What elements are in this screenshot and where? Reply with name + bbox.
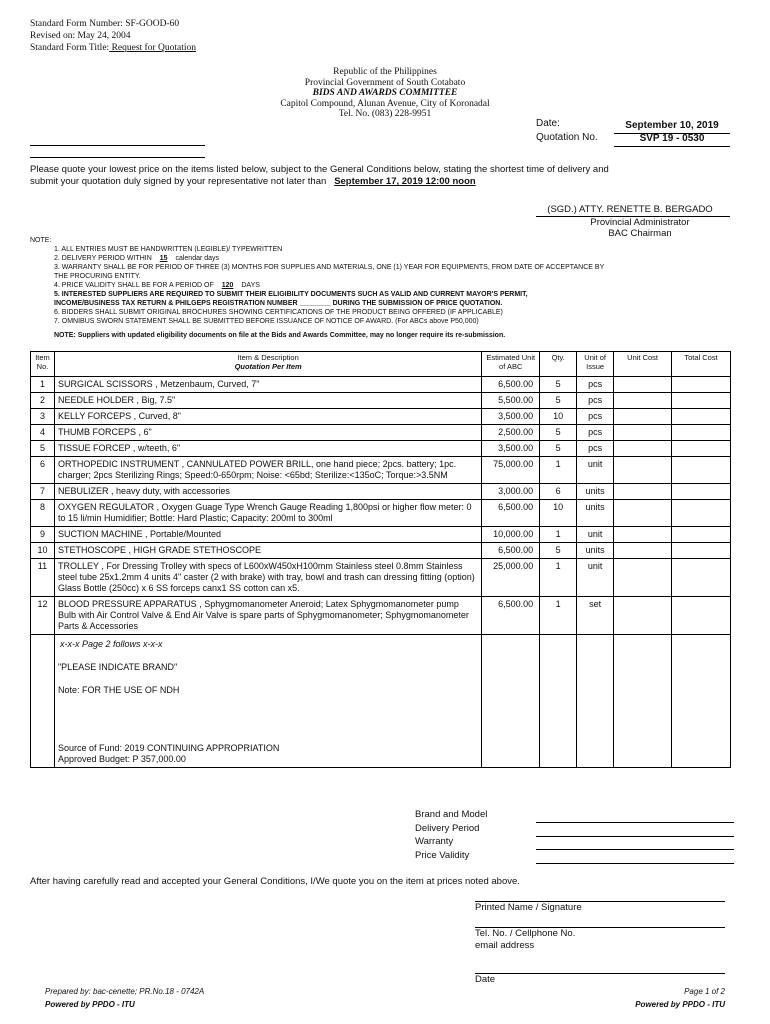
header-unit-cost: Unit Cost: [614, 352, 672, 377]
field-brand-line[interactable]: [536, 822, 734, 823]
item-number: 10: [31, 543, 55, 559]
item-unit-cost[interactable]: [614, 484, 672, 500]
item-total-cost[interactable]: [672, 393, 731, 409]
blank-line-2: [30, 157, 205, 158]
item-quantity: 10: [540, 500, 577, 527]
note-7: 7. OMNIBUS SWORN STATEMENT SHALL BE SUBMITTED BEFORE ISSUANCE OF NOTICE OF AWARD. (For ABCs above P50,000): [54, 318, 479, 325]
agency-country: Republic of the Philippines: [333, 67, 437, 77]
item-unit: unit: [577, 457, 614, 484]
table-row: [31, 543, 731, 559]
item-number: 6: [31, 457, 55, 484]
remarks-cell: [54, 635, 481, 768]
date-line[interactable]: [475, 973, 725, 974]
field-validity: Price Validity: [415, 849, 470, 861]
page-number: Page 1 of 2: [684, 987, 725, 996]
tel-label: Tel. No. / Cellphone No.: [475, 928, 576, 939]
form-header: [30, 18, 196, 54]
table-row: [31, 484, 731, 500]
form-number: Standard Form Number: SF-GOOD-60: [30, 19, 180, 29]
item-estimated-cost: 25,000.00: [482, 559, 540, 597]
item-unit: pcs: [577, 409, 614, 425]
item-number: 2: [31, 393, 55, 409]
item-quantity: 1: [540, 527, 577, 543]
item-description: SURGICAL SCISSORS , Metzenbaum, Curved, 7": [54, 377, 481, 393]
item-quantity: 5: [540, 441, 577, 457]
signatory-role: BAC Chairman: [608, 228, 672, 239]
table-row: [31, 441, 731, 457]
item-estimated-cost: 6,500.00: [482, 543, 540, 559]
header-estimated: Estimated Unit of ABC: [482, 352, 540, 377]
item-estimated-cost: 3,500.00: [482, 409, 540, 425]
remark-note: Note: FOR THE USE OF NDH: [57, 685, 180, 695]
note-5a: 5. INTERESTED SUPPLIERS ARE REQUIRED TO SUBMIT THEIR ELIGIBILITY DOCUMENTS SUCH AS VALID AND CURRENT MAYOR'S PERMIT,: [54, 291, 528, 298]
item-unit-cost[interactable]: [614, 409, 672, 425]
remark-follows: x-x-x Page 2 follows x-x-x: [59, 639, 163, 649]
date-value: September 10, 2019: [625, 120, 719, 131]
item-estimated-cost: 10,000.00: [482, 527, 540, 543]
contact-labels: [475, 928, 575, 951]
item-estimated-cost: 3,000.00: [482, 484, 540, 500]
item-description: TISSUE FORCEP , w/teeth, 6": [54, 441, 481, 457]
item-estimated-cost: 3,500.00: [482, 441, 540, 457]
form-revised: Revised on: May 24, 2004: [30, 31, 131, 41]
item-quantity: 10: [540, 409, 577, 425]
item-unit-cost[interactable]: [614, 543, 672, 559]
item-quantity: 5: [540, 377, 577, 393]
quotation-underline: [614, 146, 730, 147]
field-warranty: Warranty: [415, 836, 454, 847]
item-description: THUMB FORCEPS , 6": [54, 425, 481, 441]
signatory-name: (SGD.) ATTY. RENETTE B. BERGADO: [547, 204, 713, 215]
table-row: [31, 377, 731, 393]
item-description: ORTHOPEDIC INSTRUMENT , CANNULATED POWER BRILL, one hand piece; 2pcs. battery; 1pc. charger; 2pcs Sterilizing Rings; Speed:0-650rpm; Noise: <65bd; Sterilize:<135oC; Torque:>3.5NM: [54, 457, 481, 484]
item-quantity: 1: [540, 457, 577, 484]
item-unit-cost[interactable]: [614, 377, 672, 393]
item-description: NEBULIZER , heavy duty, with accessories: [54, 484, 481, 500]
item-number: 8: [31, 500, 55, 527]
item-total-cost[interactable]: [672, 484, 731, 500]
item-estimated-cost: 5,500.00: [482, 393, 540, 409]
note-4: 4. PRICE VALIDITY SHALL BE FOR A PERIOD OF 120 DAYS: [54, 282, 260, 289]
item-unit: pcs: [577, 425, 614, 441]
item-unit-cost[interactable]: [614, 500, 672, 527]
printed-name-label: Printed Name / Signature: [475, 902, 582, 913]
item-number: 4: [31, 425, 55, 441]
item-unit: pcs: [577, 393, 614, 409]
note-eligibility: NOTE: Suppliers with updated eligibility documents on file at the Bids and Awards Committee, may no longer require its re-submission.: [54, 332, 506, 339]
date-field-label: Date: [475, 974, 496, 985]
header-qty: Qty.: [540, 352, 577, 377]
item-total-cost[interactable]: [672, 597, 731, 635]
item-unit: pcs: [577, 441, 614, 457]
item-estimated-cost: 6,500.00: [482, 377, 540, 393]
field-delivery: Delivery Period: [415, 822, 480, 834]
table-row: [31, 597, 731, 635]
item-description: KELLY FORCEPS , Curved, 8": [54, 409, 481, 425]
item-number: 7: [31, 484, 55, 500]
field-warranty-line[interactable]: [536, 849, 734, 850]
note-6: 6. BIDDERS SHALL SUBMIT ORIGINAL BROCHURES SHOWING CERTIFICATIONS OF THE PRODUCT BEING OFFERED (IF APPLICABLE): [54, 309, 503, 316]
note-2: 2. DELIVERY PERIOD WITHIN 15 calendar days: [54, 255, 220, 262]
item-number: 9: [31, 527, 55, 543]
table-row: [31, 527, 731, 543]
item-quantity: 1: [540, 559, 577, 597]
item-total-cost[interactable]: [672, 500, 731, 527]
item-description: OXYGEN REGULATOR , Oxygen Guage Type Wrench Gauge Reading 1,800psi or higher flow meter: 0 to 15 li/min Humidifier; Bottle: Hard Plastic; Capacity: 200ml to 300ml: [54, 500, 481, 527]
item-description: TROLLEY , For Dressing Trolley with specs of L600xW450xH100mm Stainless steel 0.8mm Stainless steel tube 25x1.2mm 4 units 4" caster (2 with brake) with tray, bowl and trash can dressing fitting (option) Glass Bottle (250cc) x 6 SS forceps canx1 SS cotton can x5.: [54, 559, 481, 597]
field-delivery-line[interactable]: [536, 836, 734, 837]
item-total-cost[interactable]: [672, 409, 731, 425]
table-header-row: [31, 352, 731, 377]
item-unit: units: [577, 484, 614, 500]
item-unit-cost[interactable]: [614, 393, 672, 409]
item-total-cost[interactable]: [672, 543, 731, 559]
item-unit-cost[interactable]: [614, 441, 672, 457]
item-description: BLOOD PRESSURE APPARATUS , Sphygmomanometer Aneroid; Latex Sphygmomanometer pump Bulb with Air Control Valve & End Air Valve is spare parts of Sphygmomanometer; Sphygmomanometer Parts & Accessories: [54, 597, 481, 635]
item-unit: unit: [577, 559, 614, 597]
item-quantity: 5: [540, 543, 577, 559]
item-number: 1: [31, 377, 55, 393]
item-estimated-cost: 75,000.00: [482, 457, 540, 484]
item-quantity: 5: [540, 425, 577, 441]
item-unit-cost[interactable]: [614, 457, 672, 484]
agency-address: Capitol Compound, Alunan Avenue, City of Koronadal: [280, 98, 490, 109]
agency-tel: Tel. No. (083) 228-9951: [338, 109, 432, 119]
item-unit-cost[interactable]: [614, 527, 672, 543]
intro-paragraph: [30, 164, 730, 188]
item-number: 3: [31, 409, 55, 425]
item-estimated-cost: 6,500.00: [482, 597, 540, 635]
item-total-cost[interactable]: [672, 425, 731, 441]
note-1: 1. ALL ENTRIES MUST BE HANDWRITTEN (LEGIBLE)/ TYPEWRITTEN: [54, 246, 283, 253]
email-label: email address: [475, 939, 535, 951]
header-total-cost: Total Cost: [672, 352, 731, 377]
table-row: [31, 393, 731, 409]
powered-by-right: Powered by PPDO - ITU: [635, 1000, 725, 1009]
intro-deadline: September 17, 2019 12:00 noon: [334, 176, 476, 187]
acceptance-text: After having carefully read and accepted your General Conditions, I/We quote you on the item at prices noted above.: [30, 876, 520, 887]
item-quantity: 1: [540, 597, 577, 635]
item-unit: units: [577, 500, 614, 527]
remarks-row: [31, 635, 731, 768]
item-total-cost[interactable]: [672, 527, 731, 543]
table-row: [31, 500, 731, 527]
blank-line-1: [30, 145, 205, 146]
item-number: 5: [31, 441, 55, 457]
header-unit: Unit of Issue: [577, 352, 614, 377]
item-unit: units: [577, 543, 614, 559]
note-3: 3. WARRANTY SHALL BE FOR PERIOD OF THREE (3) MONTHS FOR SUPPLIES AND MATERIALS, ONE (1) YEAR FOR EQUIPMENTS, FROM DATE OF ACCEPTANCE BY: [54, 264, 605, 271]
item-description: NEEDLE HOLDER , Big, 7.5": [54, 393, 481, 409]
agency-government: Provincial Government of South Cotabato: [304, 77, 466, 88]
item-estimated-cost: 6,500.00: [482, 500, 540, 527]
header-description: Item & Description Quotation Per Item: [54, 352, 481, 377]
item-total-cost[interactable]: [672, 559, 731, 597]
items-table: [30, 351, 731, 768]
item-unit: pcs: [577, 377, 614, 393]
form-title: Standard Form Title: Request for Quotation: [30, 43, 196, 53]
field-brand: Brand and Model: [415, 809, 488, 820]
remark-brand: "PLEASE INDICATE BRAND": [57, 662, 178, 672]
item-quantity: 6: [540, 484, 577, 500]
item-unit: set: [577, 597, 614, 635]
note-3b: THE PROCURING ENTITY.: [54, 273, 141, 280]
note-5b: INCOME/BUSINESS TAX RETURN & PHILGEPS REGISTRATION NUMBER ________ DURING THE SUBMISSION OF PRICE QUOTATION.: [54, 300, 503, 307]
remark-fund: Source of Fund: 2019 CONTINUING APPROPRIATION: [57, 743, 280, 753]
item-total-cost[interactable]: [672, 377, 731, 393]
powered-by-left: Powered by PPDO - ITU: [45, 1000, 135, 1009]
table-row: [31, 425, 731, 441]
supplier-fields: [415, 808, 487, 862]
field-validity-line[interactable]: [536, 863, 734, 864]
item-number: 11: [31, 559, 55, 597]
date-label: Date:: [536, 118, 560, 129]
item-unit-cost[interactable]: [614, 559, 672, 597]
quotation-value: SVP 19 - 0530: [639, 133, 705, 144]
intro-line-1: Please quote your lowest price on the items listed below, subject to the General Conditions below, stating the shortest time of delivery and: [30, 164, 609, 175]
item-unit-cost[interactable]: [614, 597, 672, 635]
agency-block: [0, 67, 770, 120]
item-quantity: 5: [540, 393, 577, 409]
remark-budget: Approved Budget: P 357,000.00: [57, 754, 186, 764]
item-total-cost[interactable]: [672, 441, 731, 457]
quotation-label: Quotation No.: [536, 132, 598, 143]
item-total-cost[interactable]: [672, 457, 731, 484]
item-estimated-cost: 2,500.00: [482, 425, 540, 441]
header-item-no: Item No.: [31, 352, 55, 377]
signatory-position: Provincial Administrator: [590, 217, 690, 228]
item-description: SUCTION MACHINE , Portable/Mounted: [54, 527, 481, 543]
table-row: [31, 559, 731, 597]
item-unit-cost[interactable]: [614, 425, 672, 441]
notes-block: [30, 236, 730, 340]
table-row: [31, 457, 731, 484]
item-number: 12: [31, 597, 55, 635]
intro-line-2: submit your quotation duly signed by your representative not later than September 17, 2019 12:00 noon: [30, 176, 476, 187]
item-unit: unit: [577, 527, 614, 543]
notes-label: NOTE:: [30, 237, 52, 244]
item-description: STETHOSCOPE , HIGH GRADE STETHOSCOPE: [54, 543, 481, 559]
prepared-by: Prepared by: bac-cenette; PR.No.18 - 0742A: [45, 987, 205, 996]
agency-committee: BIDS AND AWARDS COMMITTEE: [312, 88, 458, 98]
table-row: [31, 409, 731, 425]
